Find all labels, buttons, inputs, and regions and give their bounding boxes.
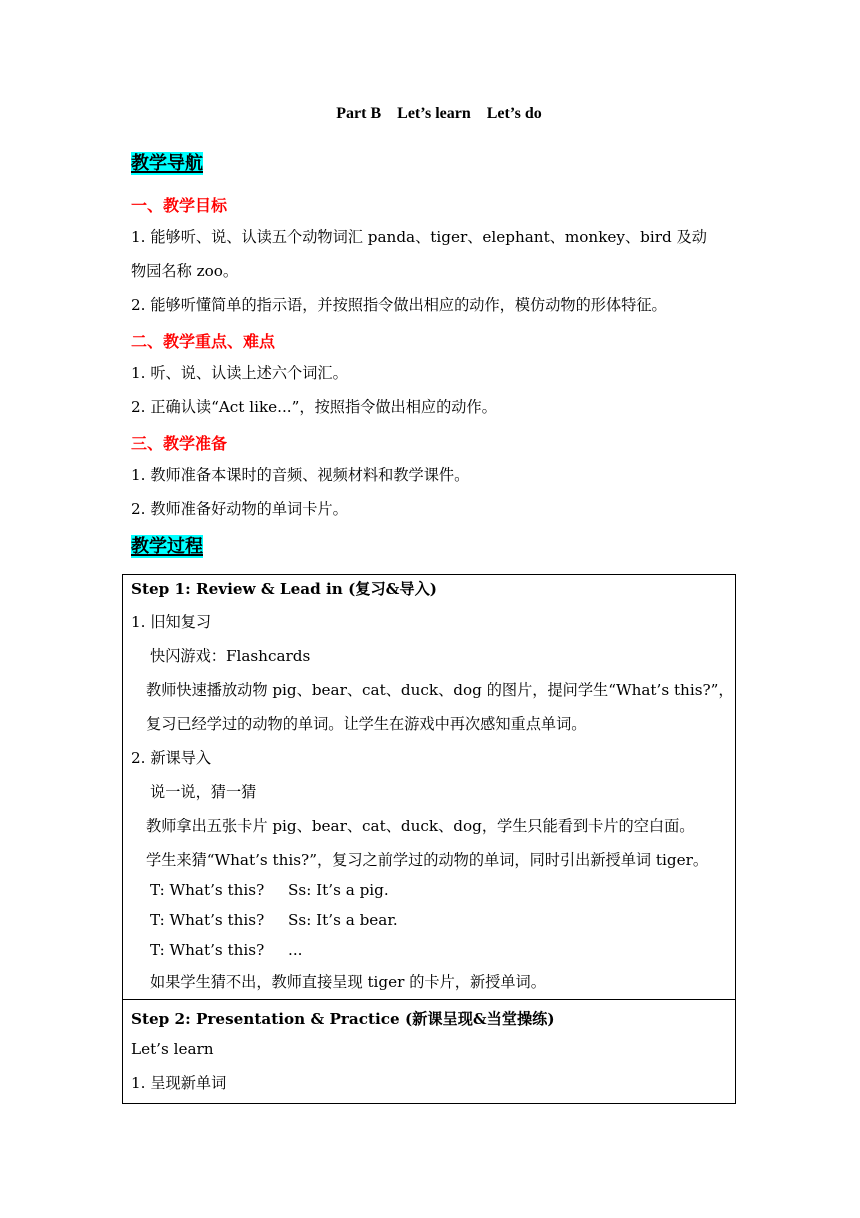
step-1-sub-2: 2. 新课导入 — [131, 749, 212, 767]
heading-teaching-objectives: 一、教学目标 — [131, 196, 228, 215]
step-2-sub: Let’s learn — [131, 1040, 214, 1058]
preparation-1: 1. 教师准备本课时的音频、视频材料和教学课件。 — [131, 466, 470, 484]
objective-1-line-1: 1. 能够听、说、认读五个动物词汇 panda、tiger、elephant、monkey、bird 及动 — [131, 228, 707, 246]
step-2-title: Step 2: Presentation & Practice (新课呈现&当堂操练) — [131, 1010, 555, 1028]
dialogue-students-1: Ss: It’s a pig. — [288, 881, 389, 899]
heading-key-points: 二、教学重点、难点 — [131, 332, 276, 351]
page-title: Part B Let’s learn Let’s do — [336, 105, 542, 122]
step-2-item-1: 1. 呈现新单词 — [131, 1074, 227, 1092]
step-1-desc-1-line-2: 复习已经学过的动物的单词。让学生在游戏中再次感知重点单词。 — [146, 715, 587, 733]
dialogue-teacher-1: T: What’s this? — [150, 881, 265, 899]
key-point-2: 2. 正确认读“Act like...”，按照指令做出相应的动作。 — [131, 398, 497, 416]
section-heading-teaching-guide: 教学导航 — [131, 153, 203, 174]
step-1-closing: 如果学生猜不出，教师直接呈现 tiger 的卡片，新授单词。 — [150, 973, 546, 991]
objective-1-line-2: 物园名称 zoo。 — [131, 262, 239, 280]
dialogue-teacher-2: T: What’s this? — [150, 911, 265, 929]
dialogue-teacher-3: T: What’s this? — [150, 941, 265, 959]
dialogue-students-3: ... — [288, 941, 303, 959]
section-heading-teaching-process: 教学过程 — [131, 536, 203, 557]
preparation-2: 2. 教师准备好动物的单词卡片。 — [131, 500, 348, 518]
step-1-title: Step 1: Review & Lead in (复习&导入) — [131, 580, 437, 598]
step-1-desc-2-line-1: 教师拿出五张卡片 pig、bear、cat、duck、dog，学生只能看到卡片的空白面。 — [146, 817, 695, 835]
dialogue-students-2: Ss: It’s a bear. — [288, 911, 398, 929]
table-row-divider — [122, 999, 736, 1000]
step-1-desc-2-line-2: 学生来猜“What’s this?”，复习之前学过的动物的单词，同时引出新授单词 tiger。 — [146, 851, 709, 869]
step-1-sub-1: 1. 旧知复习 — [131, 613, 212, 631]
step-1-guess: 说一说，猜一猜 — [150, 783, 257, 801]
step-1-game: 快闪游戏：Flashcards — [150, 647, 311, 665]
heading-preparation: 三、教学准备 — [131, 434, 228, 453]
step-1-desc-1-line-1: 教师快速播放动物 pig、bear、cat、duck、dog 的图片，提问学生“What’s this?”， — [146, 681, 734, 699]
key-point-1: 1. 听、说、认读上述六个词汇。 — [131, 364, 348, 382]
objective-2: 2. 能够听懂简单的指示语，并按照指令做出相应的动作，模仿动物的形体特征。 — [131, 296, 667, 314]
